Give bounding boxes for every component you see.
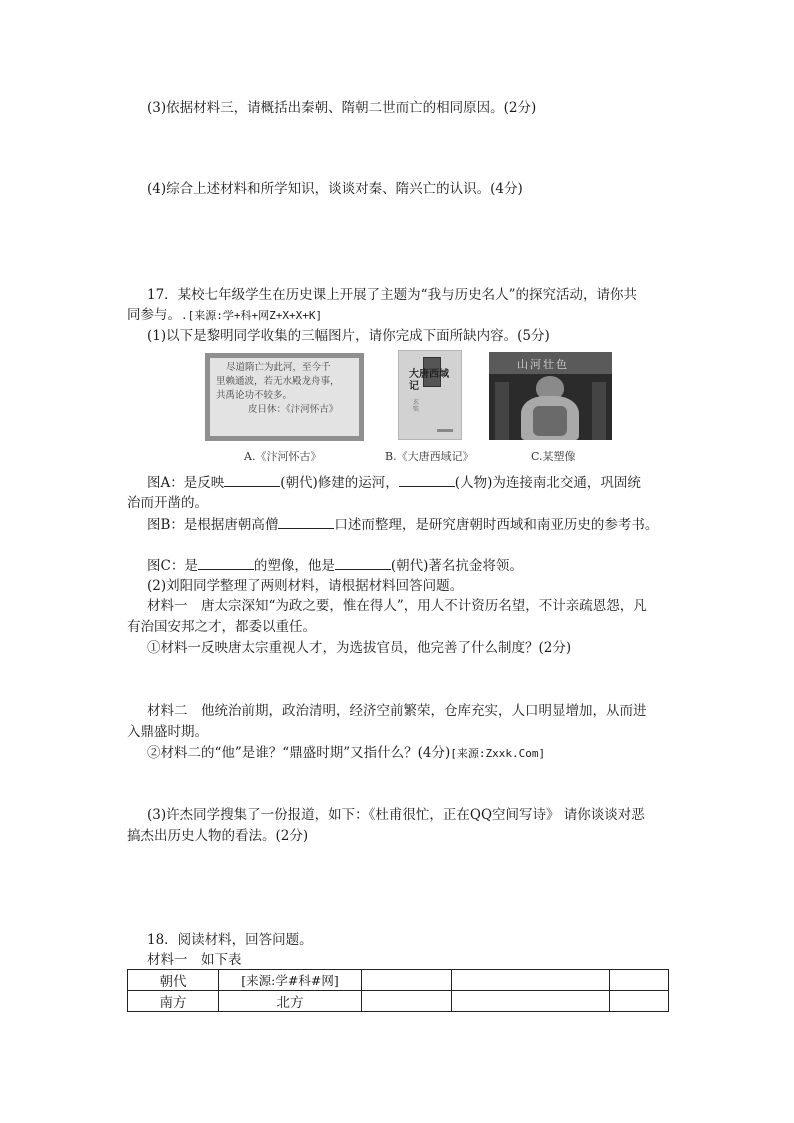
q17-question2-text: ②材料二的“他”是谁？“鼎盛时期”又指什么？(4分) <box>147 745 451 761</box>
statue-armor <box>533 406 567 436</box>
book-publisher-mark <box>437 429 453 432</box>
caption-b: B.《大唐西域记》 <box>385 450 474 463</box>
fig-a-line1 <box>147 473 641 492</box>
fig-b-text: 口述而整理，是研究唐朝时西域和南亚历史的参考书。 <box>334 517 659 533</box>
poem-line: 皮日休：《汴河怀古》 <box>248 404 339 415</box>
table-cell <box>362 970 452 991</box>
q18-stem: 18．阅读材料，回答问题。 <box>147 932 313 948</box>
table-cell <box>452 970 610 991</box>
q17-question1: ①材料一反映唐太宗重视人才，为选拔官员，他完善了什么制度？(2分) <box>147 640 572 656</box>
book-side-text: 玄奘 <box>413 399 420 413</box>
table-cell <box>610 991 669 1012</box>
picture-b-book-cover <box>398 350 462 440</box>
material2-line1: 材料二 他统治前期，政治清明，经济空前繁荣，仓库充实，人口明显增加，从而进 <box>147 703 647 719</box>
answer-blank[interactable] <box>399 473 455 487</box>
fig-c-text: 图C：是 <box>147 558 198 574</box>
statue-pillar-left <box>495 382 509 440</box>
answer-blank[interactable] <box>224 473 280 487</box>
caption-a: A.《汴河怀古》 <box>244 450 322 463</box>
dynasty-table <box>127 969 669 1012</box>
source-watermark: .[来源:学+科+网Z+X+X+K] <box>181 309 323 322</box>
poem-line: 尽道隋亡为此河，至今千 <box>226 362 331 373</box>
answer-blank[interactable] <box>335 556 391 570</box>
q17-sub1: (1)以下是黎明同学收集的三幅图片，请你完成下面所缺内容。(5分) <box>147 328 550 344</box>
fig-c-text: (朝代)著名抗金将领。 <box>390 558 523 574</box>
table-cell: 朝代 <box>128 970 219 991</box>
caption-c: C.某塑像 <box>531 450 576 463</box>
picture-a-poem <box>205 353 364 441</box>
fig-c-line <box>147 556 523 575</box>
q16-part3: (3)依据材料三，请概括出秦朝、隋朝二世而亡的相同原因。(2分) <box>147 100 537 116</box>
table-cell: 南方 <box>128 991 219 1012</box>
fig-a-text: (朝代)修建的运河， <box>280 475 399 491</box>
poem-text <box>216 361 340 417</box>
poem-line: 共禹论功不较多。 <box>216 390 293 401</box>
poem-line: 里赖通波，若无水殿龙舟事， <box>216 376 340 387</box>
answer-blank[interactable] <box>198 556 254 570</box>
statue-banner-text: 山河壮色 <box>517 358 569 371</box>
material1-line1: 材料一 唐太宗深知“为政之要，惟在得人”，用人不计资历名望，不计亲疏恩怨，凡 <box>147 598 647 614</box>
table-cell <box>452 991 610 1012</box>
q17-sub2: (2)刘阳同学整理了两则材料，请根据材料回答问题。 <box>147 578 464 594</box>
poem-plaque <box>210 358 359 436</box>
table-row <box>128 970 669 991</box>
q18-material1: 材料一 如下表 <box>147 952 242 968</box>
table-cell <box>610 970 669 991</box>
q17-stem-line2 <box>127 306 322 325</box>
q17-sub3-line1: (3)许杰同学搜集了一份报道，如下：《杜甫很忙，正在QQ空间写诗》 请你谈谈对恶 <box>147 807 645 823</box>
q16-part4: (4)综合上述材料和所学知识，谈谈对秦、隋兴亡的认识。(4分) <box>147 181 523 197</box>
source-watermark: [来源:Zxxk.Com] <box>450 747 546 760</box>
table-row <box>128 991 669 1012</box>
fig-a-text: 图A：是反映 <box>147 475 225 491</box>
table-cell <box>362 991 452 1012</box>
material1-line2: 有治国安邦之才，都委以重任。 <box>127 619 316 635</box>
fig-b-line <box>147 515 658 534</box>
q17-stem-line1: 17．某校七年级学生在历史课上开展了主题为“我与历史名人”的探究活动，请你共 <box>147 287 637 303</box>
table-cell: 北方 <box>219 991 362 1012</box>
book-title: 大唐西域记 <box>409 369 449 392</box>
fig-a-text: (人物)为连接南北交通，巩固统 <box>454 475 641 491</box>
answer-blank[interactable] <box>278 515 334 529</box>
q17-stem-text: 同参与。 <box>127 307 181 323</box>
q17-question2 <box>147 744 545 763</box>
material2-line2: 入鼎盛时期。 <box>127 724 208 740</box>
table-cell: [来源:学#科#网] <box>219 970 362 991</box>
q17-sub3-line2: 搞杰出历史人物的看法。(2分) <box>127 828 309 844</box>
picture-c-statue <box>489 352 612 440</box>
fig-c-text: 的塑像，他是 <box>253 558 335 574</box>
fig-b-text: 图B：是根据唐朝高僧 <box>147 517 279 533</box>
statue-pillar-right <box>592 382 606 440</box>
fig-a-line2: 治而开凿的。 <box>127 495 208 511</box>
